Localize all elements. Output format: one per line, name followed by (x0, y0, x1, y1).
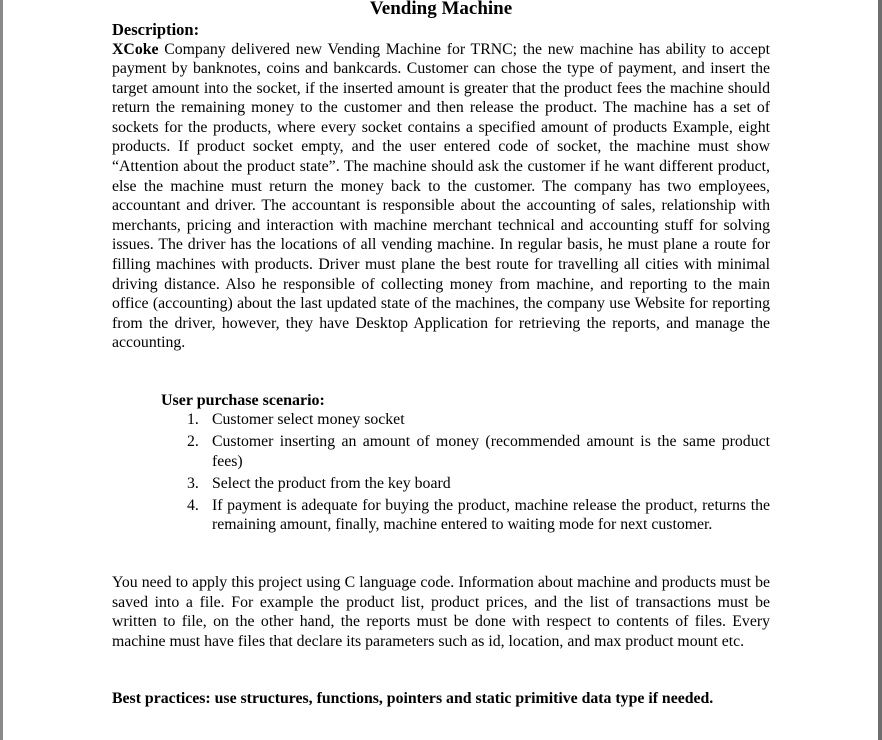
scenario-step (187, 410, 770, 430)
step-text: Customer select money socket (212, 411, 405, 428)
scenario-heading: User purchase scenario: (161, 392, 325, 409)
step-number: 1. (187, 411, 199, 428)
step-number: 2. (187, 433, 199, 451)
window-right-border (878, 0, 882, 740)
step-number: 3. (187, 474, 199, 492)
window-left-border (0, 0, 3, 740)
step-text: Customer inserting an amount of money (recommended amount is the same product fees) (212, 433, 770, 470)
best-practices-note: Best practices: use structures, functions, pointers and static primitive data type if needed. (112, 690, 714, 707)
company-name: XCoke (112, 40, 159, 58)
step-text: If payment is adequate for buying the product, machine release the product, returns the remaining amount, finally, machine entered to waiting mode for next customer. (212, 496, 770, 534)
step-number: 4. (187, 496, 199, 514)
document-title: Vending Machine (369, 0, 513, 19)
description-paragraph (112, 40, 770, 354)
scenario-steps-list (187, 410, 770, 538)
scenario-step (187, 432, 770, 471)
scenario-step (187, 474, 770, 494)
description-text: Company delivered new Vending Machine for TRNC; the new machine has ability to accept payment by banknotes, coins and bankcards. Customer can chose the type of payment, and insert the target amount into the socket, if the inserted amount is greater that the product fees the machine should return the remaining money to the customer and then release the product. The machine has a set of sockets for the products, where every socket contains a specified amount of products Example, eight products. If product socket empty, and the user entered code of socket, the machine must show “Attention about the product state”. The machine should ask the customer if he want different product, else the machine must return the money back to the customer. The company has two employees, accountant and driver. The accountant is responsible about the accounting of sales, relationship with merchants, pricing and interaction with machine merchant technical and accounting stuff for solving issues. The driver has the locations of all vending machine. In regular basis, he must plane a route for filling machines with products. Driver must plane the best route for travelling all cities with minimal driving distance. Also he responsible of collecting money from machine, and reporting to the main office (accounting) about the last updated state of the machines, the company use Website for reporting from the driver, however, they have Desktop Application for retrieving the reports, and manage the accounting. (112, 40, 770, 352)
implementation-paragraph: You need to apply this project using C language code. Information about machine and products must be saved into a file. For example the product list, product prices, and the list of transactions must be written to file, on the other hand, the reports must be done with respect to contents of files. Every machine must have files that declare its parameters such as id, location, and max product mount etc. (112, 574, 770, 650)
step-text: Select the product from the key board (212, 474, 451, 492)
scenario-step (187, 496, 770, 535)
description-label: Description: (112, 20, 200, 39)
